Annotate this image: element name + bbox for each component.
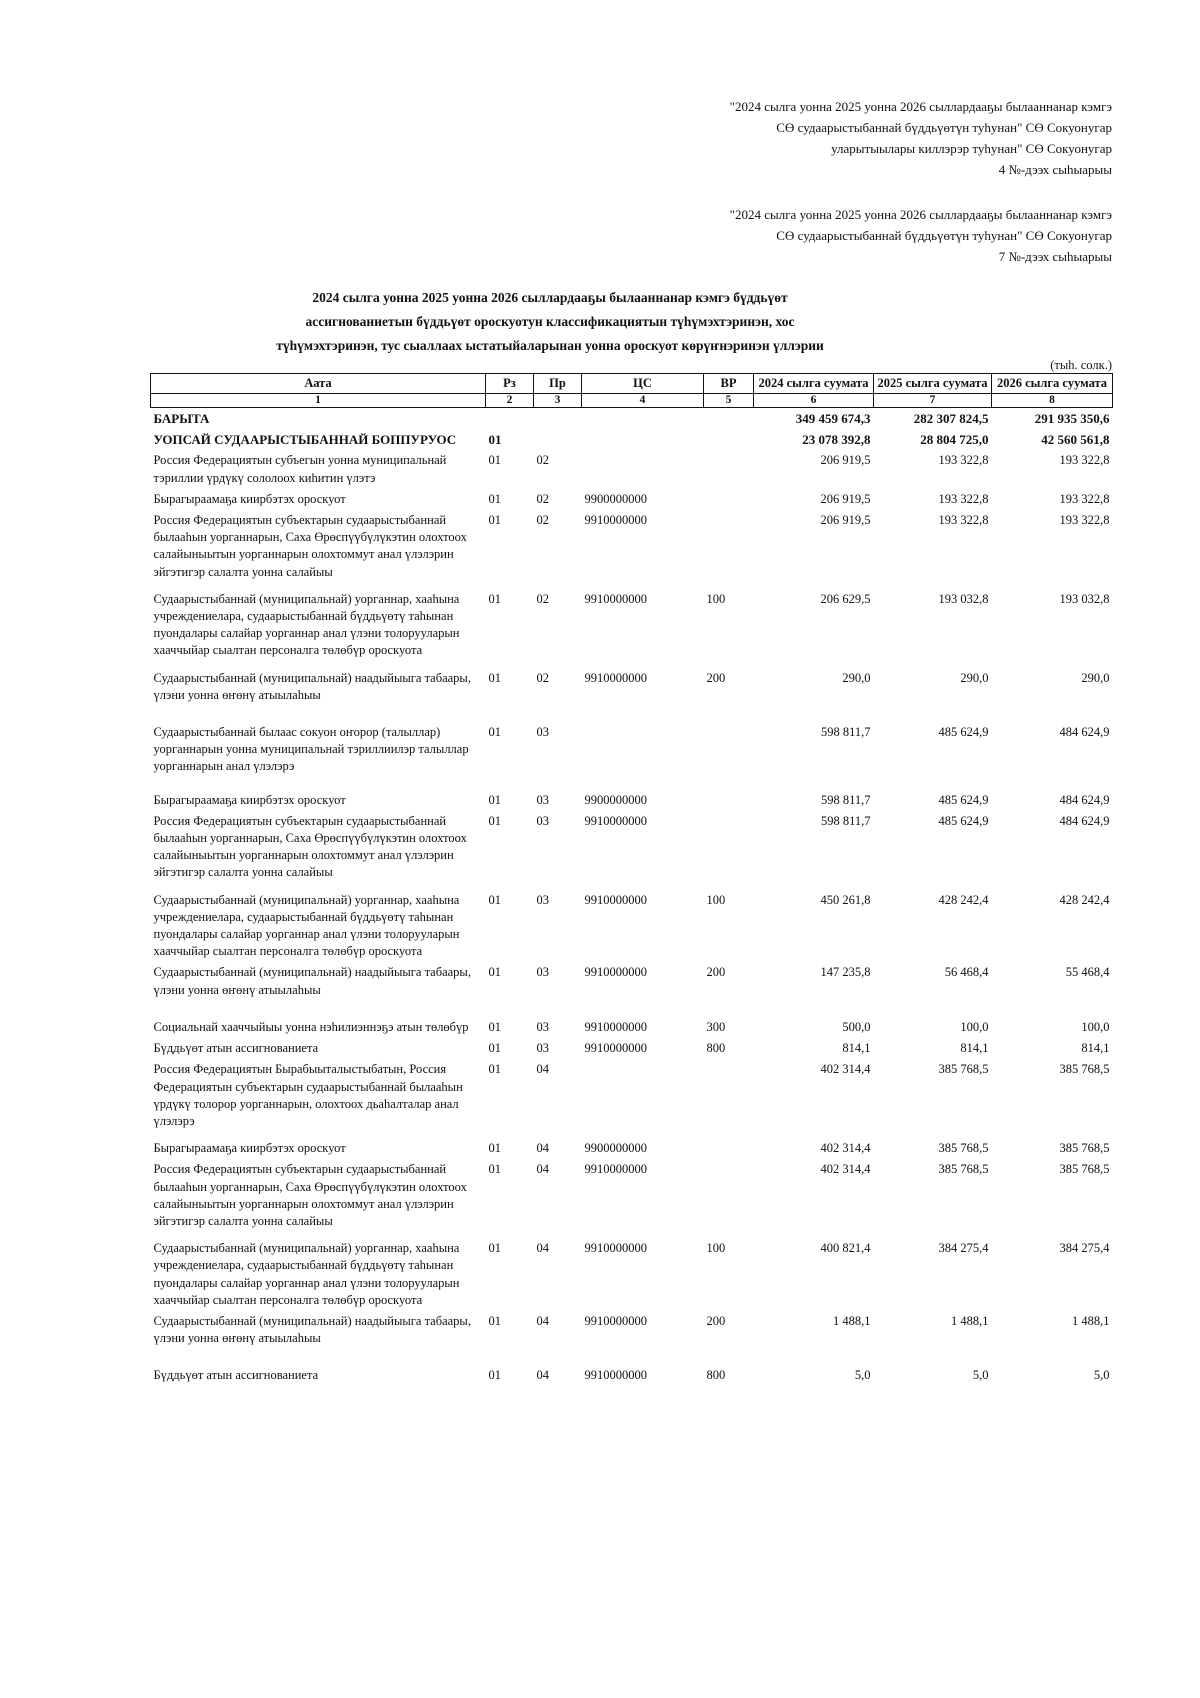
- cell-y2024: 206 919,5: [820, 491, 871, 506]
- cell-vr: 800: [706, 1368, 726, 1383]
- cell-pr: 02: [536, 670, 549, 685]
- cell-y2025: 28 804 725,0: [920, 432, 989, 448]
- cell-y2025: 282 307 824,5: [913, 411, 989, 426]
- cell-vr: 200: [706, 1313, 726, 1328]
- cell-cs: 9910000000: [584, 1162, 647, 1177]
- col-header-2025: 2025 сылга суумата: [874, 374, 992, 394]
- cell-pr: 03: [536, 1041, 549, 1056]
- cell-name: Россия Федерациятын субъектарын судаарыстыбаннай былааһын уорганнарын, Саха Өрөспүүбүлүкэтин олохтоох салайыныытын уорганнарын олохтоммут анал үлэлэрин эйгэтигэр салалта уонна салайыы: [153, 1162, 467, 1228]
- cell-y2026: 428 242,4: [1059, 892, 1110, 907]
- col-number: 3: [534, 394, 582, 408]
- cell-cs: 9910000000: [584, 965, 647, 980]
- cell-vr: [704, 1159, 754, 1238]
- cell-rz: 01: [488, 813, 501, 828]
- cell-y2024: 450 261,8: [820, 892, 871, 907]
- cell-y2024: 147 235,8: [820, 965, 871, 980]
- table-row: [151, 408, 1113, 430]
- cell-name: Россия Федерациятын Бырабыыталыстыбатын, Россия Федерациятын субъектарын судаарыстыбаннай былааһын үрдүкү толорор уорганнарын, олохтоох дьаһалталар анал үлэлэрэ: [153, 1062, 463, 1128]
- cell-cs: 9910000000: [584, 670, 647, 685]
- cell-name: Судаарыстыбаннай (муниципальнай) наадыйыыга табаары, үлэни уонна өҥөнү атыылаһыы: [153, 965, 471, 997]
- cell-y2026: 42 560 561,8: [1041, 432, 1110, 448]
- cell-rz: 01: [488, 965, 501, 980]
- cell-rz: 01: [488, 792, 501, 807]
- cell-name: Бырагыраамаҕа киирбэтэх ороскуот: [153, 1141, 346, 1156]
- cell-y2025: 385 768,5: [938, 1062, 989, 1077]
- cell-name: УОПСАЙ СУДААРЫСТЫБАННАЙ БОППУРУОС: [153, 432, 457, 448]
- cell-y2024: 814,1: [842, 1041, 871, 1056]
- cell-name: Социальнай хааччыйыы уонна нэһилиэннэҕэ атын төлөбүр: [153, 1019, 469, 1034]
- table-row: [151, 962, 1113, 1016]
- cell-y2026: 193 322,8: [1059, 513, 1110, 528]
- table-row: [151, 489, 1113, 510]
- cell-vr: [704, 510, 754, 589]
- cell-rz: 01: [488, 1062, 501, 1077]
- table-row: [151, 1238, 1113, 1311]
- table-row: [151, 429, 1113, 450]
- cell-name: Бырагыраамаҕа киирбэтэх ороскуот: [153, 792, 346, 807]
- table-row: [151, 1017, 1113, 1038]
- cell-y2024: 598 811,7: [820, 725, 871, 740]
- budget-table: [150, 373, 1113, 1387]
- cell-y2024: 598 811,7: [820, 813, 871, 828]
- col-number: 6: [754, 394, 874, 408]
- table-row: [151, 510, 1113, 589]
- cell-y2026: 814,1: [1081, 1041, 1110, 1056]
- cell-vr: [704, 489, 754, 510]
- cell-y2024: 402 314,4: [820, 1141, 871, 1156]
- cell-rz: [486, 408, 534, 430]
- cell-y2026: 385 768,5: [1059, 1141, 1110, 1156]
- cell-pr: 03: [536, 892, 549, 907]
- col-header-rz: Рз: [486, 374, 534, 394]
- cell-name: БАРЫТА: [153, 411, 210, 426]
- cell-pr: 04: [536, 1313, 549, 1328]
- cell-y2025: 193 322,8: [938, 513, 989, 528]
- cell-rz: 01: [488, 1241, 501, 1256]
- cell-y2025: 384 275,4: [938, 1241, 989, 1256]
- cell-y2024: 500,0: [842, 1019, 871, 1034]
- cell-y2024: 402 314,4: [820, 1162, 871, 1177]
- table-row: [151, 890, 1113, 963]
- cell-rz: 01: [488, 491, 501, 506]
- cell-cs: [582, 1059, 704, 1138]
- cell-pr: 04: [536, 1162, 549, 1177]
- cell-name: Судаарыстыбаннай (муниципальнай) наадыйыыга табаары, үлэни уонна өҥөнү атыылаһыы: [153, 1313, 471, 1346]
- header-line: 7 №-дээх сыһыарыы: [998, 249, 1112, 264]
- col-number: 1: [151, 394, 486, 408]
- cell-y2025: 485 624,9: [938, 725, 989, 740]
- cell-cs: 9900000000: [584, 1141, 647, 1156]
- cell-rz: 01: [488, 432, 502, 448]
- cell-rz: 01: [488, 1141, 501, 1156]
- cell-rz: 01: [488, 591, 501, 606]
- cell-y2025: 56 468,4: [944, 965, 989, 980]
- header-line: 4 №-дээх сыһыарыы: [998, 162, 1112, 177]
- col-header-cs: ЦС: [582, 374, 704, 394]
- cell-y2026: 484 624,9: [1059, 725, 1110, 740]
- col-number: 2: [486, 394, 534, 408]
- cell-pr: 02: [536, 513, 549, 528]
- col-header-pr: Пр: [534, 374, 582, 394]
- table-row: [151, 1038, 1113, 1059]
- table-row: [151, 668, 1113, 722]
- cell-y2025: 193 032,8: [938, 591, 989, 606]
- cell-y2026: 484 624,9: [1059, 813, 1110, 828]
- appendix-header-4: [730, 96, 1112, 180]
- cell-y2024: 206 919,5: [820, 453, 871, 468]
- cell-y2024: 206 919,5: [820, 513, 871, 528]
- table-row: [151, 1159, 1113, 1238]
- cell-rz: 01: [488, 725, 501, 740]
- cell-y2025: 485 624,9: [938, 792, 989, 807]
- appendix-header-7: [730, 204, 1112, 267]
- cell-y2024: 1 488,1: [833, 1313, 871, 1328]
- cell-vr: 300: [706, 1019, 726, 1034]
- cell-y2025: 814,1: [960, 1041, 989, 1056]
- cell-y2026: 291 935 350,6: [1034, 411, 1110, 426]
- cell-rz: 01: [488, 513, 501, 528]
- cell-pr: 03: [536, 792, 549, 807]
- col-number: 7: [874, 394, 992, 408]
- cell-name: Бүддьүөт атын ассигнованиета: [153, 1041, 319, 1056]
- cell-pr: 03: [536, 1019, 549, 1034]
- cell-name: Россия Федерациятын субъегын уонна муниципальнай тэриллии үрдүкү сололоох киһитин үлэтэ: [153, 453, 447, 485]
- cell-rz: 01: [488, 670, 501, 685]
- cell-y2025: 485 624,9: [938, 813, 989, 828]
- cell-name: Судаарыстыбаннай (муниципальнай) наадыйыыга табаары, үлэни уонна өҥөнү атыылаһыы: [153, 670, 471, 702]
- col-header-2026: 2026 сылга суумата: [992, 374, 1113, 394]
- cell-cs: 9910000000: [584, 1019, 647, 1034]
- cell-cs: 9900000000: [584, 792, 647, 807]
- cell-name: Судаарыстыбаннай (муниципальнай) уорганнар, хааһына учреждениелара, судаарыстыбаннай бүддьүөтү таһынан пуондалары салайар уорганнар анал үлэни толорууларын хааччыйар сыалтан персоналга төлөбүр ороскуота: [153, 591, 460, 658]
- table-row: [151, 790, 1113, 811]
- cell-vr: [704, 450, 754, 488]
- col-header-2024: 2024 сылга суумата: [754, 374, 874, 394]
- cell-y2026: 290,0: [1081, 670, 1110, 685]
- cell-pr: [534, 429, 582, 450]
- cell-pr: 02: [536, 453, 549, 468]
- col-number: 5: [704, 394, 754, 408]
- cell-vr: [704, 408, 754, 430]
- cell-vr: [704, 1059, 754, 1138]
- cell-y2025: 385 768,5: [938, 1162, 989, 1177]
- cell-vr: 200: [706, 670, 726, 685]
- cell-y2024: 5,0: [854, 1368, 871, 1383]
- cell-cs: [582, 722, 704, 790]
- cell-cs: 9910000000: [584, 1313, 647, 1328]
- cell-y2026: 193 032,8: [1059, 591, 1110, 606]
- cell-name: Россия Федерациятын субъектарын судаарыстыбаннай былааһын уорганнарын, Саха Өрөспүүбүлүкэтин олохтоох салайыныытын уорганнарын олохтоммут анал үлэлэрин эйгэтигэр салалта уонна салайыы: [153, 513, 467, 579]
- units-label: (тыһ. солк.): [1050, 358, 1112, 372]
- cell-vr: 200: [706, 965, 726, 980]
- cell-pr: 04: [536, 1062, 549, 1077]
- cell-vr: [704, 722, 754, 790]
- table-row: [151, 1365, 1113, 1386]
- cell-vr: [704, 1138, 754, 1159]
- header-line: "2024 сылга уонна 2025 уонна 2026 сыллардааҕы былааннанар кэмгэ: [729, 207, 1112, 222]
- table-row: [151, 589, 1113, 668]
- cell-cs: [582, 429, 704, 450]
- header-line: СӨ судаарыстыбаннай бүддьүөтүн туһунан" СӨ Сокуонугар: [776, 228, 1112, 243]
- cell-rz: 01: [488, 1041, 501, 1056]
- cell-rz: 01: [488, 1162, 501, 1177]
- cell-y2025: 290,0: [960, 670, 989, 685]
- cell-pr: 02: [536, 591, 549, 606]
- cell-y2024: 402 314,4: [820, 1062, 871, 1077]
- cell-name: Судаарыстыбаннай (муниципальнай) уорганнар, хааһына учреждениелара, судаарыстыбаннай бүддьүөтү таһынан пуондалары салайар уорганнар анал үлэни толорууларын хааччыйар сыалтан персоналга төлөбүр ороскуота: [153, 1241, 460, 1307]
- cell-rz: 01: [488, 892, 501, 907]
- cell-cs: 9910000000: [584, 1041, 647, 1056]
- col-header-name: Аата: [151, 374, 486, 394]
- cell-vr: 100: [706, 591, 726, 606]
- cell-y2024: 598 811,7: [820, 792, 871, 807]
- title-line: түһүмэхтэринэн, тус сыаллаах ыстатыйаларынан уонна ороскуот көрүҥнэринэн үллэрии: [276, 338, 824, 353]
- cell-y2025: 5,0: [972, 1368, 989, 1383]
- cell-cs: 9910000000: [584, 892, 647, 907]
- cell-pr: 04: [536, 1368, 549, 1383]
- cell-rz: 01: [488, 1368, 501, 1383]
- header-line: "2024 сылга уонна 2025 уонна 2026 сыллардааҕы былааннанар кэмгэ: [729, 99, 1112, 114]
- cell-cs: [582, 450, 704, 488]
- cell-y2026: 193 322,8: [1059, 453, 1110, 468]
- cell-pr: 04: [536, 1241, 549, 1256]
- cell-cs: 9910000000: [584, 513, 647, 528]
- cell-y2024: 23 078 392,8: [802, 432, 871, 448]
- cell-vr: 100: [706, 1241, 726, 1256]
- cell-name: Судаарыстыбаннай (муниципальнай) уорганнар, хааһына учреждениелара, судаарыстыбаннай бүддьүөтү таһынан пуондалары салайар уорганнар анал үлэни толорууларын хааччыйар сыалтан персоналга төлөбүр ороскуота: [153, 892, 460, 959]
- cell-y2026: 385 768,5: [1059, 1062, 1110, 1077]
- cell-y2025: 428 242,4: [938, 892, 989, 907]
- cell-name: Бүддьүөт атын ассигнованиета: [153, 1368, 319, 1383]
- cell-cs: 9910000000: [584, 1368, 647, 1383]
- cell-pr: 02: [536, 491, 549, 506]
- cell-y2026: 385 768,5: [1059, 1162, 1110, 1177]
- table-row: [151, 1311, 1113, 1365]
- cell-y2026: 100,0: [1081, 1019, 1110, 1034]
- cell-y2026: 193 322,8: [1059, 491, 1110, 506]
- cell-pr: 03: [536, 813, 549, 828]
- cell-pr: 03: [536, 965, 549, 980]
- cell-y2026: 1 488,1: [1072, 1313, 1110, 1328]
- cell-y2026: 5,0: [1093, 1368, 1110, 1383]
- title-line: ассигнованиетын бүддьүөт ороскуотун классификациятын түһүмэхтэринэн, хос: [305, 314, 795, 329]
- cell-y2026: 384 275,4: [1059, 1241, 1110, 1256]
- cell-name: Россия Федерациятын субъектарын судаарыстыбаннай былааһын уорганнарын, Саха Өрөспүүбүлүкэтин олохтоох салайыныытын уорганнарын олохтоммут анал үлэлэрин эйгэтигэр салалта уонна салайыы: [153, 813, 467, 880]
- cell-y2024: 400 821,4: [820, 1241, 871, 1256]
- table-header-row: [151, 374, 1113, 394]
- col-number: 8: [992, 394, 1113, 408]
- cell-pr: [534, 408, 582, 430]
- cell-cs: 9910000000: [584, 591, 647, 606]
- cell-vr: 800: [706, 1041, 726, 1056]
- cell-cs: 9900000000: [584, 491, 647, 506]
- cell-y2024: 349 459 674,3: [795, 411, 871, 426]
- col-number: 4: [582, 394, 704, 408]
- header-line: уларытыылары киллэрэр туһунан" СӨ Сокуонугар: [831, 141, 1112, 156]
- table-row: [151, 1138, 1113, 1159]
- cell-y2026: 484 624,9: [1059, 792, 1110, 807]
- table-body: [151, 408, 1113, 1387]
- cell-cs: 9910000000: [584, 1241, 647, 1256]
- table-row: [151, 811, 1113, 890]
- table-row: [151, 1059, 1113, 1138]
- table-row: [151, 450, 1113, 488]
- cell-name: Бырагыраамаҕа киирбэтэх ороскуот: [153, 491, 346, 506]
- cell-cs: 9910000000: [584, 813, 647, 828]
- cell-rz: 01: [488, 453, 501, 468]
- cell-pr: 04: [536, 1141, 549, 1156]
- cell-cs: [582, 408, 704, 430]
- cell-y2024: 206 629,5: [820, 591, 871, 606]
- cell-y2024: 290,0: [842, 670, 871, 685]
- cell-y2026: 55 468,4: [1065, 965, 1110, 980]
- table-column-number-row: [151, 394, 1113, 408]
- cell-name: Судаарыстыбаннай былаас сокуон оҥорор (талыллар) уорганнарын уонна муниципальнай тэриллиилэр талыллар уорганнарын анал үлэлэрэ: [153, 725, 469, 774]
- col-header-vr: ВР: [704, 374, 754, 394]
- cell-rz: 01: [488, 1019, 501, 1034]
- document-title: [150, 286, 950, 358]
- cell-vr: [704, 811, 754, 890]
- cell-y2025: 1 488,1: [951, 1313, 989, 1328]
- cell-y2025: 385 768,5: [938, 1141, 989, 1156]
- cell-y2025: 100,0: [960, 1019, 989, 1034]
- cell-y2025: 193 322,8: [938, 491, 989, 506]
- cell-pr: 03: [536, 725, 549, 740]
- cell-vr: [704, 790, 754, 811]
- cell-rz: 01: [488, 1313, 501, 1328]
- table-row: [151, 722, 1113, 790]
- cell-y2025: 193 322,8: [938, 453, 989, 468]
- cell-vr: 100: [706, 892, 726, 907]
- header-line: СӨ судаарыстыбаннай бүддьүөтүн туһунан" СӨ Сокуонугар: [776, 120, 1112, 135]
- cell-vr: [704, 429, 754, 450]
- title-line: 2024 сылга уонна 2025 уонна 2026 сыллардааҕы былааннанар кэмгэ бүддьүөт: [312, 290, 788, 305]
